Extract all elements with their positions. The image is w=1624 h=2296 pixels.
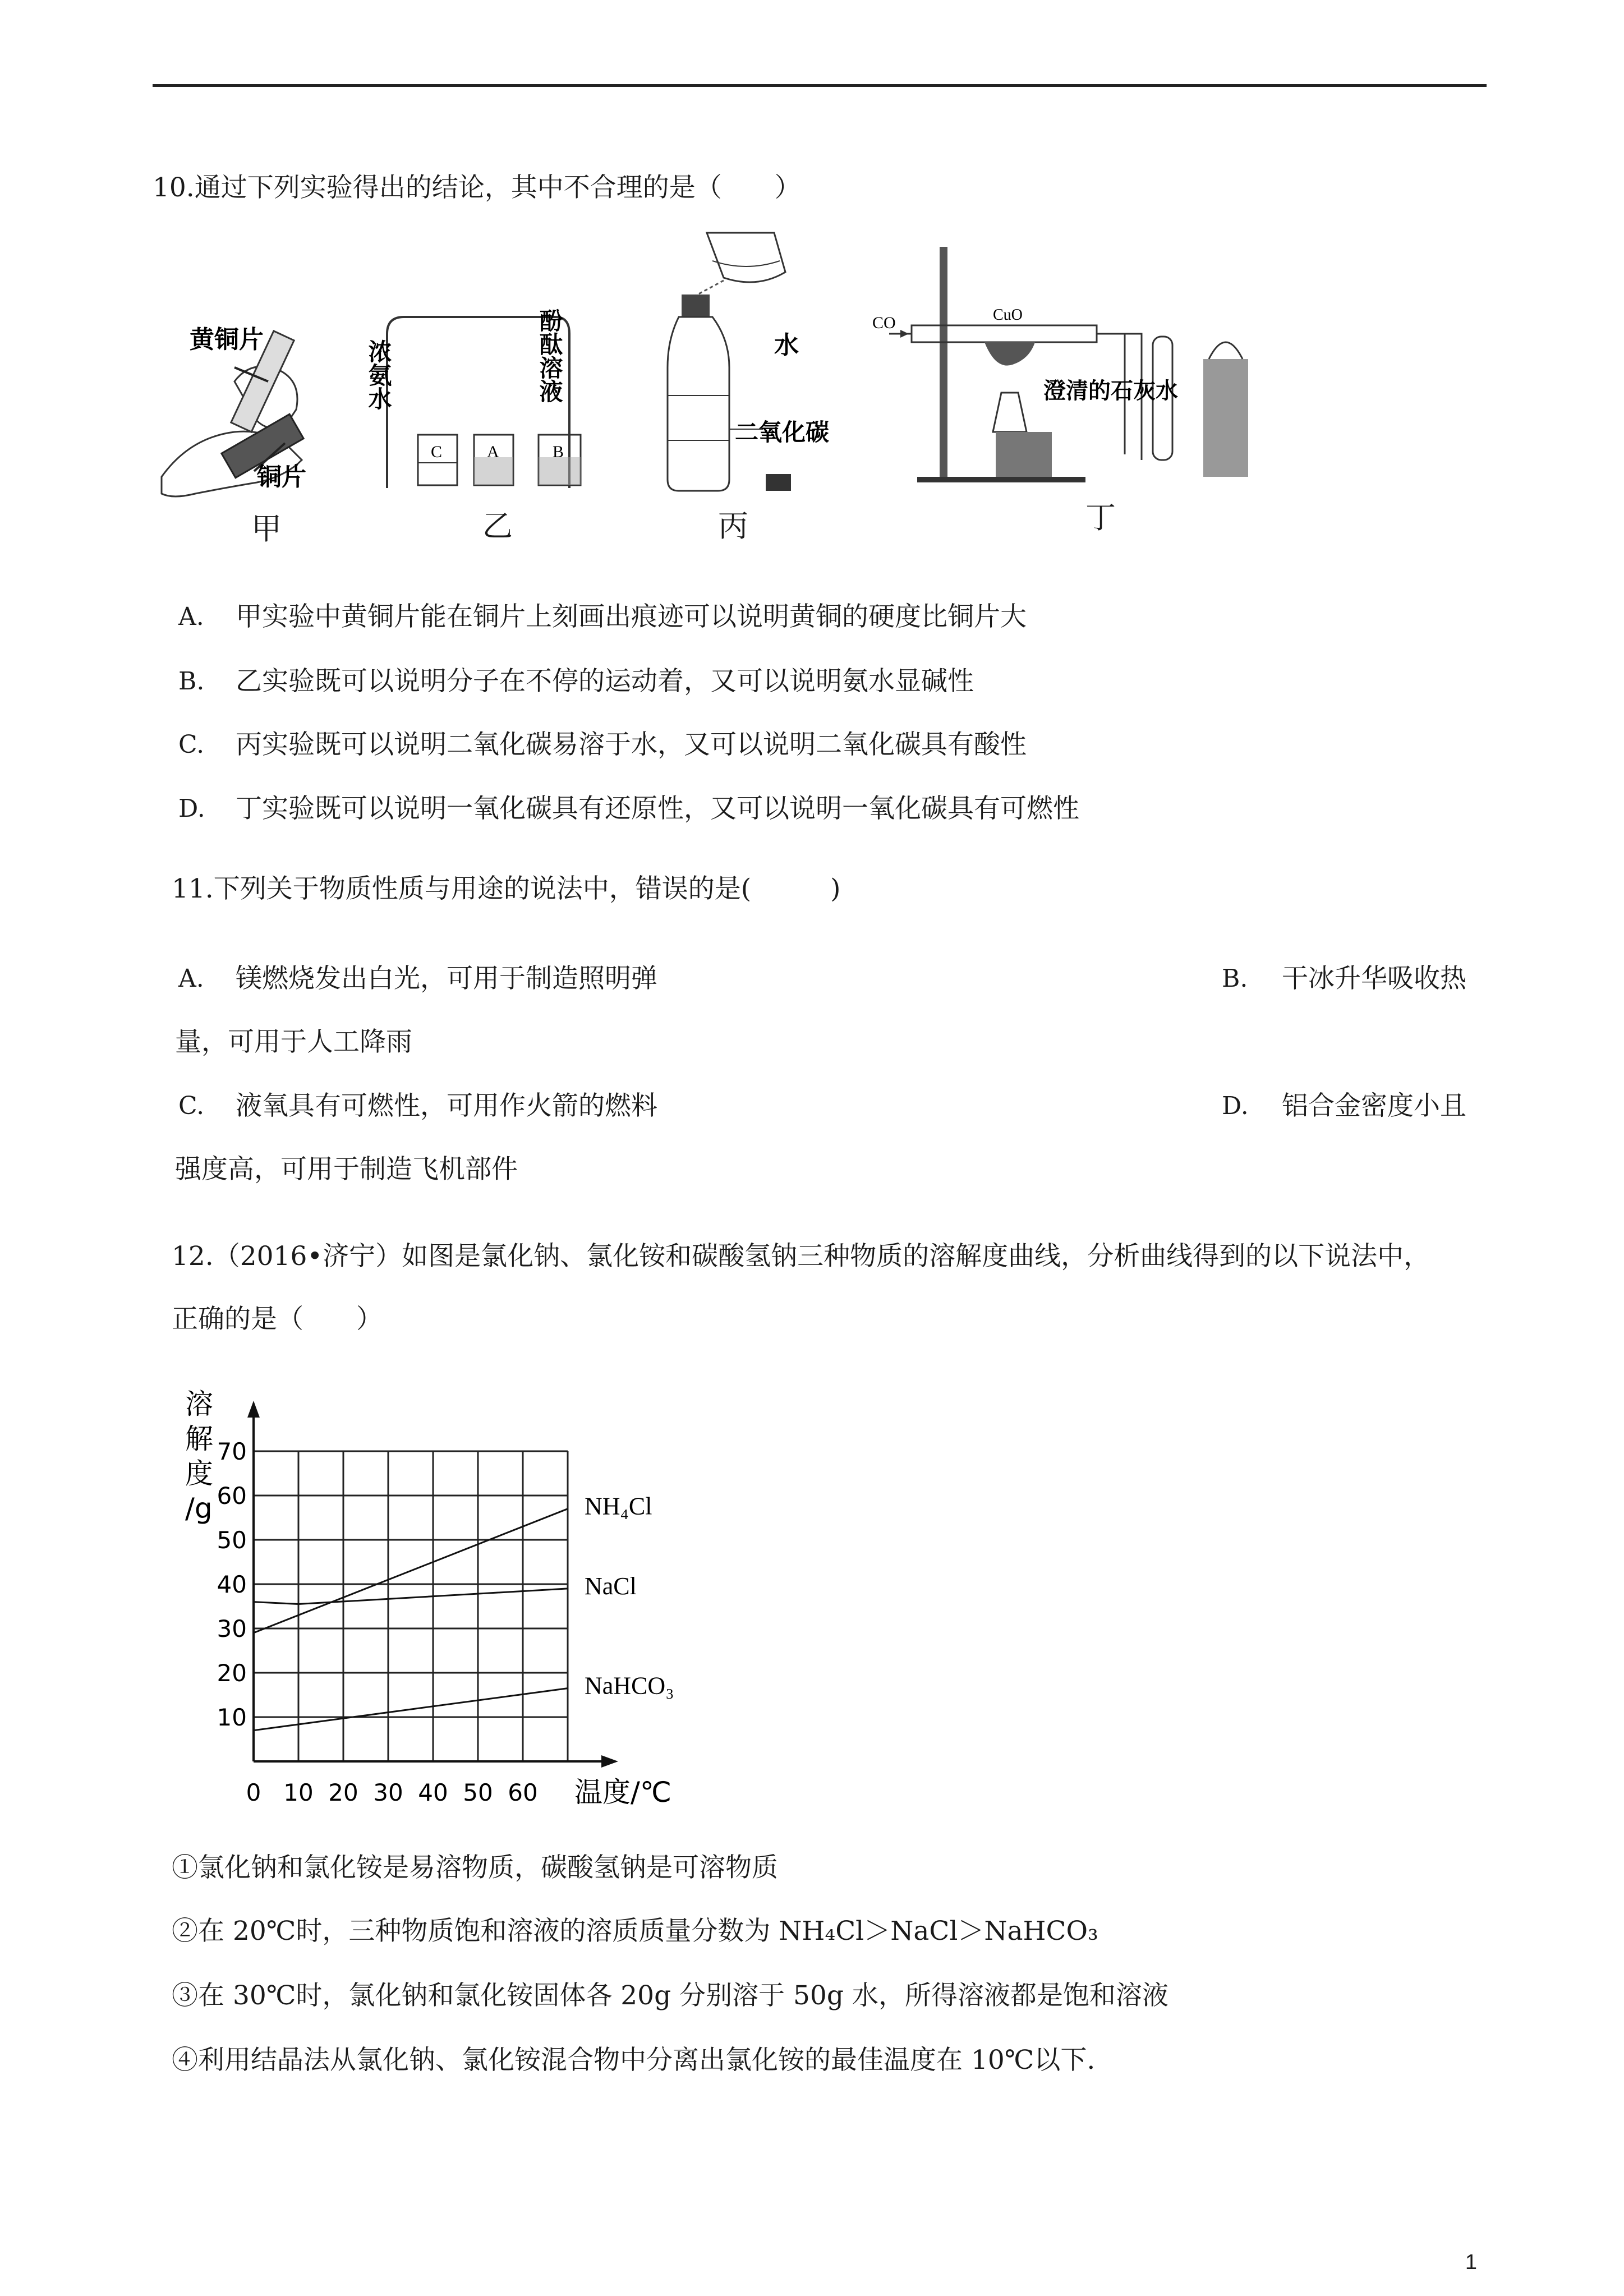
- x-tick-label: 50: [463, 1779, 493, 1806]
- bing-label-water: 水: [774, 331, 799, 360]
- figure-yi: [365, 300, 606, 553]
- yi-label-ammonia: 浓氨水: [365, 339, 393, 410]
- x-tick-label: 0: [246, 1779, 261, 1806]
- ding-label-co: CO: [872, 314, 896, 332]
- beaker-b-label: B: [553, 443, 564, 461]
- y-tick-label: 40: [217, 1571, 247, 1598]
- q10-option-b-text: 乙实验既可以说明分子在不停的运动着，又可以说明氨水显碱性: [236, 666, 974, 697]
- q11-option-b-text-2: 量，可用于人工降雨: [175, 1027, 412, 1057]
- q10-option-c-text: 丙实验既可以说明二氧化碳易溶于水，又可以说明二氧化碳具有酸性: [236, 729, 1027, 760]
- series-label-1: NaCl: [585, 1572, 637, 1600]
- figure-bing-caption: 丙: [718, 508, 748, 544]
- y-tick-label: 70: [217, 1438, 247, 1465]
- bing-label-co2: 二氧化碳: [735, 418, 830, 446]
- x-tick-label: 10: [283, 1779, 314, 1806]
- figure-yi-drawing: [365, 300, 606, 491]
- q12-statement-3: ③在 30℃时，氯化钠和氯化铵固体各 20g 分别溶于 50g 水，所得溶液都是饱和溶液: [172, 1980, 1168, 2011]
- figure-ding-caption: 丁: [1085, 500, 1116, 535]
- x-tick-label: 40: [418, 1779, 448, 1806]
- series-label-0: NH₄Cl: [585, 1492, 652, 1520]
- y-axis-label-part: 解: [185, 1423, 213, 1455]
- x-axis-arrow: [601, 1755, 618, 1768]
- q11-option-b-letter: B.: [1222, 964, 1248, 993]
- q10-option-a-letter: A.: [178, 602, 204, 631]
- beaker-c-label: C: [431, 443, 443, 461]
- header-rule: [153, 84, 1487, 87]
- y-tick-label: 50: [217, 1526, 247, 1554]
- jia-label-brass: 黄铜片: [190, 325, 264, 354]
- q11-option-b-text-1: 干冰升华吸收热: [1282, 963, 1466, 994]
- solubility-chart: [168, 1388, 674, 1823]
- q12-stem-line2: 正确的是（ ）: [172, 1304, 383, 1335]
- y-axis-label-part: 溶: [185, 1388, 213, 1420]
- y-axis-label-part: /g: [185, 1492, 213, 1525]
- q11-option-c-text: 液氧具有可燃性，可用作火箭的燃料: [236, 1091, 657, 1121]
- y-axis-label-part: 度: [185, 1457, 213, 1490]
- y-tick-label: 30: [217, 1615, 247, 1642]
- q12-statement-2: ②在 20℃时，三种物质饱和溶液的溶质质量分数为 NH₄Cl＞NaCl＞NaHCO₃: [172, 1916, 1098, 1947]
- y-tick-label: 60: [217, 1482, 247, 1510]
- figure-ding: [867, 247, 1259, 539]
- y-tick-label: 10: [217, 1704, 247, 1731]
- x-tick-label: 30: [373, 1779, 403, 1806]
- q11-option-d-text-1: 铝合金密度小且: [1282, 1091, 1466, 1121]
- series-line-1: [254, 1589, 568, 1604]
- figure-yi-caption: 乙: [482, 508, 513, 544]
- series-line-0: [254, 1509, 568, 1633]
- x-tick-label: 20: [328, 1779, 358, 1806]
- y-tick-label: 20: [217, 1659, 247, 1687]
- q10-option-d-text: 丁实验既可以说明一氧化碳具有还原性，又可以说明一氧化碳具有可燃性: [236, 793, 1079, 824]
- x-axis-label: 温度/℃: [574, 1776, 671, 1809]
- jia-label-copper: 铜片: [257, 463, 306, 491]
- chart-series: [254, 1509, 568, 1731]
- ding-label-cuo: CuO: [993, 306, 1023, 324]
- figure-bing-drawing: [645, 227, 830, 496]
- chart-grid: [254, 1451, 568, 1761]
- figure-jia-caption: 甲: [251, 511, 282, 546]
- y-axis-arrow: [247, 1401, 260, 1418]
- q11-stem: 11.下列关于物质性质与用途的说法中，错误的是( ): [172, 873, 841, 904]
- x-tick-label: 60: [508, 1779, 538, 1806]
- q11-option-a-letter: A.: [178, 964, 204, 993]
- q10-stem: 10.通过下列实验得出的结论，其中不合理的是（ ）: [153, 172, 801, 203]
- q11-option-a-text: 镁燃烧发出白光，可用于制造照明弹: [236, 963, 657, 994]
- beaker-a-label: A: [487, 443, 499, 461]
- q12-statement-1: ①氯化钠和氯化铵是易溶物质，碳酸氢钠是可溶物质: [172, 1852, 778, 1883]
- solubility-chart-svg: [168, 1388, 674, 1823]
- q10-option-a-text: 甲实验中黄铜片能在铜片上刻画出痕迹可以说明黄铜的硬度比铜片大: [236, 601, 1027, 632]
- q10-option-c-letter: C.: [178, 730, 205, 759]
- ding-label-limewater: 澄清的石灰水: [1043, 378, 1178, 404]
- series-line-2: [254, 1688, 568, 1731]
- figure-ding-drawing: [867, 247, 1259, 482]
- page-number: 1: [1465, 2251, 1477, 2274]
- q11-option-c-letter: C.: [178, 1092, 205, 1120]
- series-label-2: NaHCO₃: [585, 1672, 674, 1700]
- q11-option-d-letter: D.: [1222, 1092, 1249, 1120]
- q10-option-b-letter: B.: [178, 667, 205, 696]
- q10-option-d-letter: D.: [178, 794, 205, 823]
- yi-label-phenolphthalein: 酚酞溶液: [536, 309, 564, 403]
- q12-statement-4: ④利用结晶法从氯化钠、氯化铵混合物中分离出氯化铵的最佳温度在 10℃以下.: [172, 2045, 1096, 2076]
- figure-jia: [156, 292, 358, 550]
- q12-stem-line1: 12.（2016•济宁）如图是氯化钠、氯化铵和碳酸氢钠三种物质的溶解度曲线，分析曲线得到的以下说法中，: [172, 1241, 1430, 1272]
- figure-bing: [645, 227, 830, 553]
- q11-option-d-text-2: 强度高，可用于制造飞机部件: [175, 1154, 518, 1185]
